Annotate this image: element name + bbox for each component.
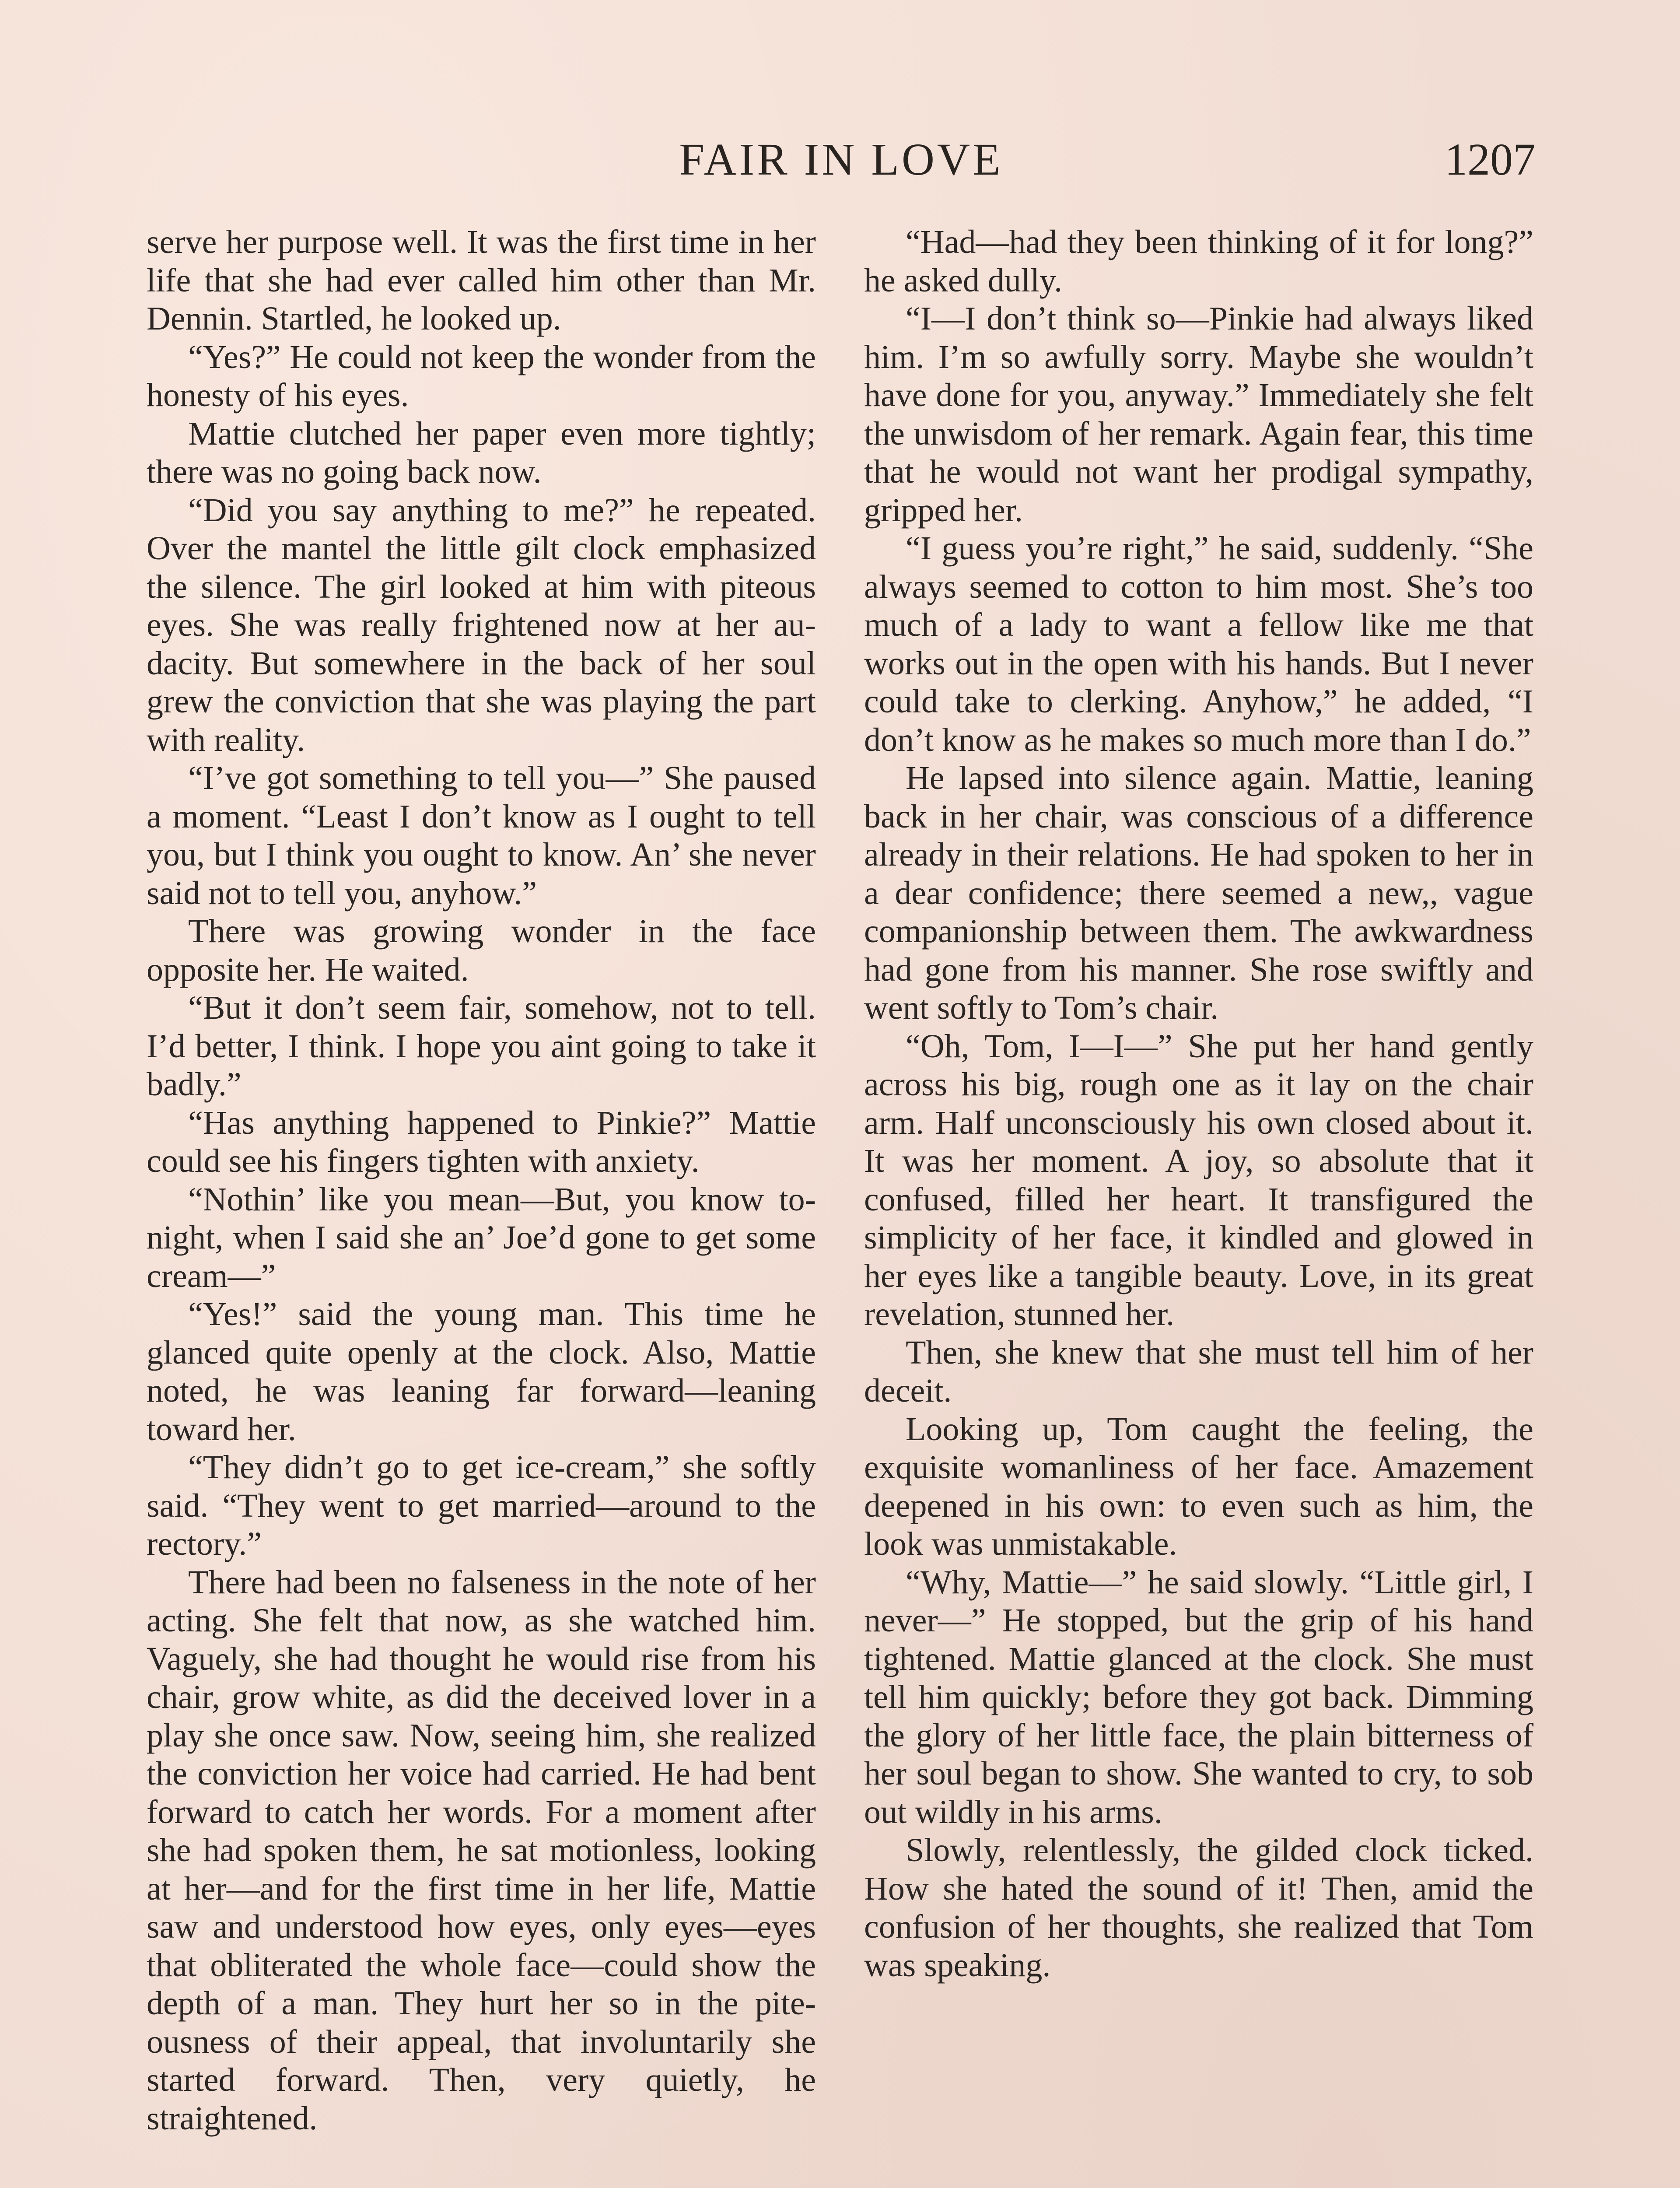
paragraph: Then, she knew that she must tell him of her deceit. — [864, 1334, 1533, 1409]
paragraph: There had been no falseness in the note of her acting. She felt that now, as she watched him. Vaguely, she had thought he would rise from his chair, grow white, as did the deceived lover in a play she once saw. Now, seeing him, she realized the conviction her voice had carried. He had bent forward to catch her words. For a moment after she had spoken them, he sat motionless, looking at her—and for the first time in her life, Mattie saw and understood how eyes, only eyes—eyes that obliterated the whole face—could show the depth of a man. They hurt her so in the piteousness of their appeal, that involuntarily she started forward. Then, very quietly, he straightened. — [147, 1564, 816, 2137]
running-title: FAIR IN LOVE — [679, 134, 1003, 185]
paragraph: “Did you say anything to me?” he repeated. Over the mantel the little gilt clock emphasized the silence. The girl looked at him with piteous eyes. She was really frightened now at her audacity. But somewhere in the back of her soul grew the conviction that she was playing the part with reality. — [147, 491, 816, 758]
page-number: 1207 — [1445, 134, 1536, 185]
paragraph: There was growing wonder in the face opposite her. He waited. — [147, 913, 816, 988]
paragraph: “They didn’t go to get ice-cream,” she softly said. “They went to get married—around to the rectory.” — [147, 1449, 816, 1562]
paragraph: “Had—had they been thinking of it for long?” he asked dully. — [864, 224, 1533, 299]
page-header — [147, 131, 1536, 188]
paragraph: “Why, Mattie—” he said slowly. “Little girl, I never—” He stopped, but the grip of his hand tightened. Mattie glanced at the clock. She must tell him quickly; before they got back. Dimming the glory of her little face, the plain bitterness of her soul began to show. She wanted to cry, to sob out wildly in his arms. — [864, 1564, 1533, 1830]
paragraph: “But it don’t seem fair, somehow, not to tell. I’d better, I think. I hope you aint going to take it badly.” — [147, 989, 816, 1103]
paragraph: Mattie clutched her paper even more tightly; there was no going back now. — [147, 415, 816, 490]
paragraph: Slowly, relentlessly, the gilded clock ticked. How she hated the sound of it! Then, amid the confusion of her thoughts, she realized that Tom was speaking. — [864, 1832, 1533, 1984]
paragraph: “Has anything happened to Pinkie?” Mattie could see his fingers tighten with anxiety. — [147, 1104, 816, 1179]
paragraph: “I guess you’re right,” he said, suddenly. “She always seemed to cotton to him most. She’s too much of a lady to want a fellow like me that works out in the open with his hands. But I never could take to clerking. Anyhow,” he added, “I don’t know as he makes so much more than I do.” — [864, 530, 1533, 758]
text-column-left — [147, 223, 816, 2138]
paragraph: Looking up, Tom caught the feeling, the exquisite womanliness of her face. Amazement deepened in his own: to even such as him, the look was unmistakable. — [864, 1410, 1533, 1562]
paragraph: “Yes?” He could not keep the wonder from the honesty of his eyes. — [147, 338, 816, 414]
paragraph: “Yes!” said the young man. This time he glanced quite openly at the clock. Also, Mattie noted, he was leaning far forward—leaning toward her. — [147, 1296, 816, 1448]
paragraph: “I’ve got something to tell you—” She paused a moment. “Least I don’t know as I ought to tell you, but I think you ought to know. An’ she never said not to tell you, anyhow.” — [147, 760, 816, 912]
text-column-right — [864, 223, 1533, 1985]
paragraph: “Nothin’ like you mean—But, you know to-night, when I said she an’ Joe’d gone to get some cream—” — [147, 1181, 816, 1294]
paragraph: “Oh, Tom, I—I—” She put her hand gently across his big, rough one as it lay on the chair arm. Half unconsciously his own closed about it. It was her moment. A joy, so absolute that it confused, filled her heart. It transfigured the simplicity of her face, it kindled and glowed in her eyes like a tangible beauty. Love, in its great revelation, stunned her. — [864, 1027, 1533, 1332]
paragraph: He lapsed into silence again. Mattie, leaning back in her chair, was conscious of a difference already in their relations. He had spoken to her in a dear confidence; there seemed a new,, vague companionship between them. The awkwardness had gone from his manner. She rose swiftly and went softly to Tom’s chair. — [864, 760, 1533, 1026]
paragraph: “I—I don’t think so—Pinkie had always liked him. I’m so awfully sorry. Maybe she wouldn’t have done for you, anyway.” Immediately she felt the unwisdom of her remark. Again fear, this time that he would not want her prodigal sympathy, gripped her. — [864, 300, 1533, 529]
paragraph: serve her purpose well. It was the first time in her life that she had ever called him other than Mr. Dennin. Startled, he looked up. — [147, 224, 816, 337]
